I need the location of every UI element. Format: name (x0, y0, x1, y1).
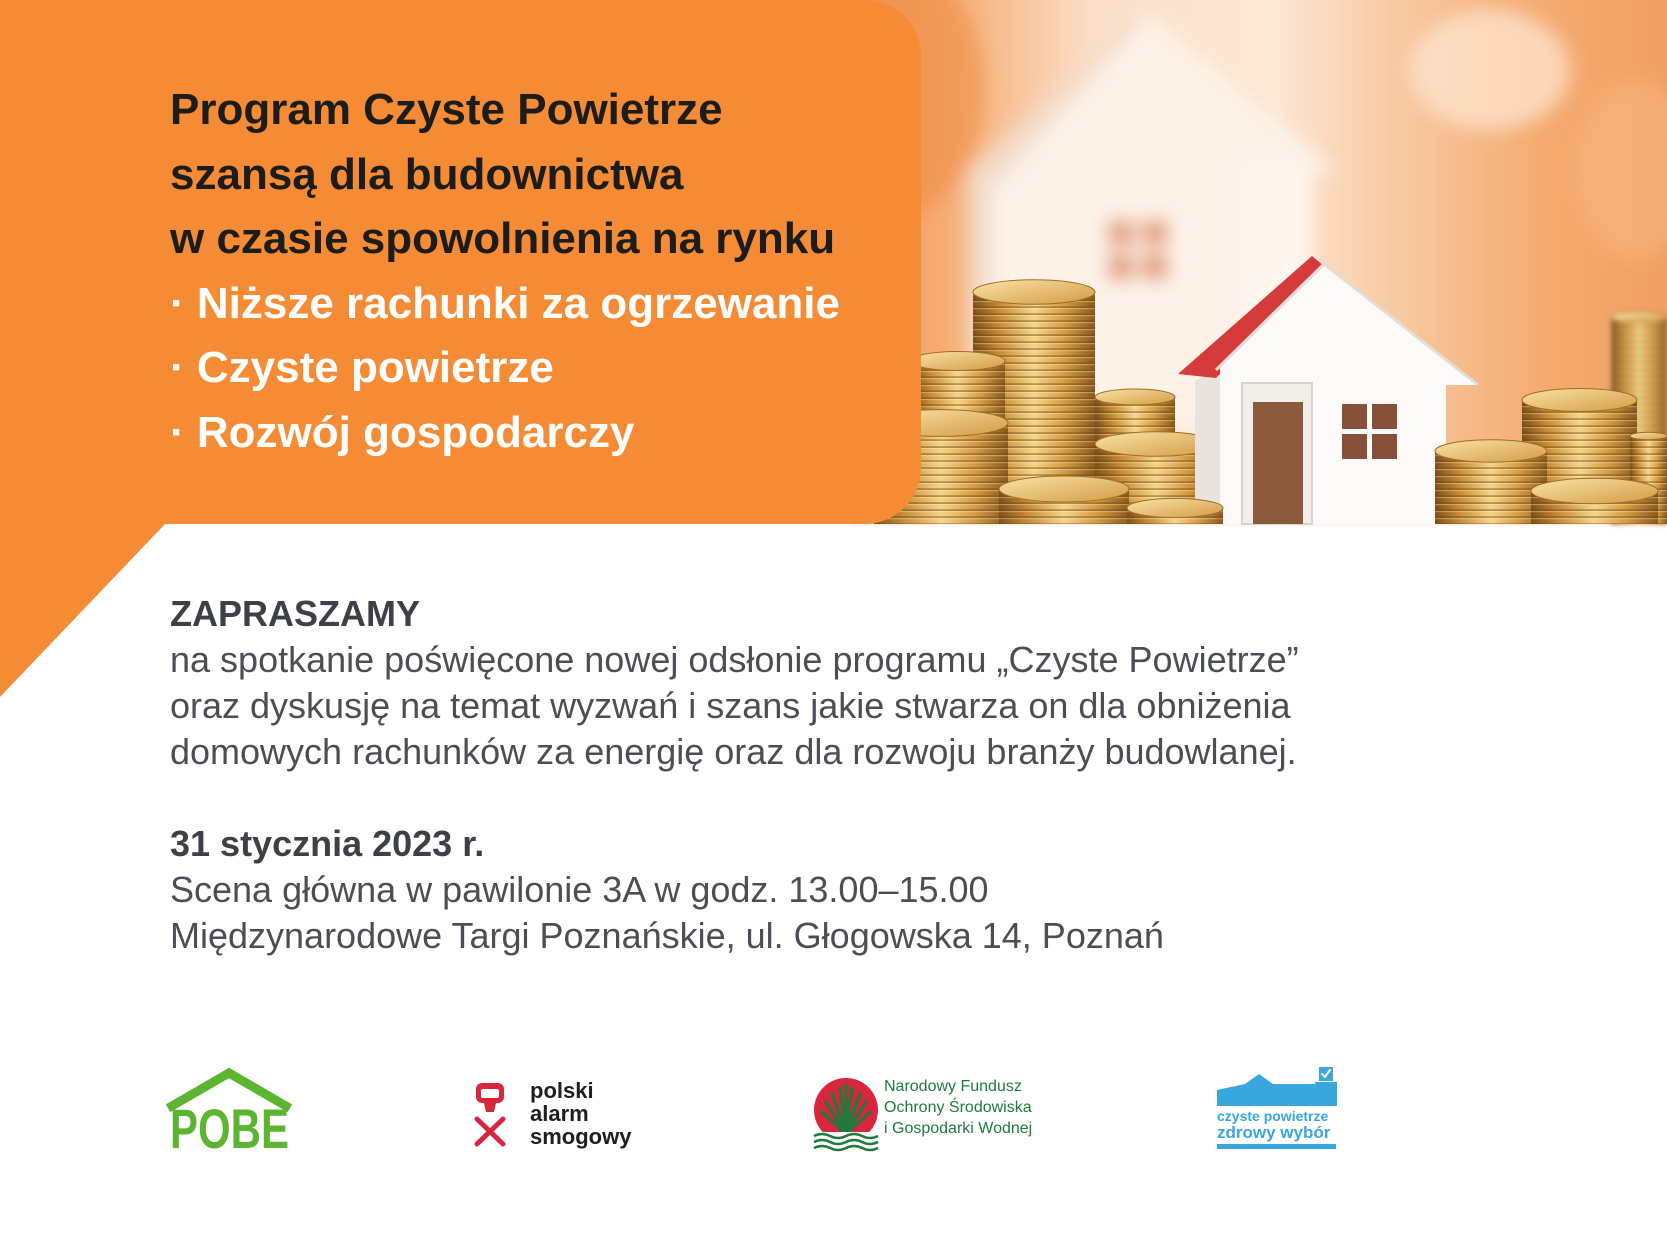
invitation-text-line: na spotkanie poświęcone nowej odsłonie programu „Czyste Powietrze” (170, 639, 1299, 680)
pobe-logo (165, 1066, 295, 1160)
headline-benefit: · Czyste powietrze (170, 343, 554, 392)
coin-stack-top (1127, 498, 1223, 517)
headline-benefit: · Rozwój gospodarczy (170, 407, 635, 457)
czyste-powietrze-logo-line: czyste powietrze (1217, 1108, 1329, 1124)
background-house-window (1108, 220, 1134, 246)
event-date: 31 stycznia 2023 r. (170, 823, 485, 864)
coin-stack-top (1095, 389, 1175, 405)
invitation-text-line: oraz dyskusję na temat wyzwań i szans jakie stwarza on dla obniżenia (170, 685, 1291, 726)
toy-house-door (1253, 402, 1303, 524)
event-address: Międzynarodowe Targi Poznańskie, ul. Głogowska 14, Poznań (170, 915, 1164, 956)
coin-stack-top (910, 352, 1005, 371)
headline-title-line: Program Czyste Powietrze (170, 85, 723, 134)
coin-stack-top (1611, 311, 1667, 322)
pobe-wordmark: POBE (170, 1097, 289, 1160)
background-house-window (1142, 220, 1168, 246)
logo-text-line: polski (530, 1078, 594, 1103)
logo-text-line: Narodowy Fundusz (884, 1078, 1022, 1095)
logo-text-line: Ochrony Środowiska (884, 1099, 1032, 1116)
coin-stack-top (999, 476, 1129, 502)
toy-house-window (1342, 434, 1367, 459)
logo-underline-bar (1217, 1144, 1336, 1149)
coin-stack (1127, 498, 1223, 524)
background-house-window (1142, 254, 1168, 280)
logo-text-line: alarm (530, 1101, 589, 1126)
coin-stack (1435, 440, 1547, 524)
coin-stack-top (973, 280, 1095, 304)
invitation-block (170, 591, 1299, 959)
invitation-text-line: domowych rachunków za energię oraz dla rozwoju branży budowlanej. (170, 731, 1297, 772)
mask-filter (484, 1103, 496, 1112)
background-house-window (1108, 254, 1134, 280)
event-venue: Scena główna w pawilonie 3A w godz. 13.00–15.00 (170, 869, 989, 910)
tree-waves-emblem-icon (810, 1076, 882, 1152)
rooftops-checkmark-icon (1215, 1066, 1339, 1108)
headline-title-line: w czasie spowolnienia na rynku (170, 214, 836, 263)
coin-stack-top (1630, 432, 1667, 439)
polski-alarm-smogowy-logo-text (530, 1079, 631, 1148)
nfosigw-logo-text (884, 1076, 1032, 1139)
headline (170, 78, 840, 465)
toy-house-window (1342, 404, 1367, 429)
orange-corner-accent (0, 523, 166, 697)
headline-title-line: szansą dla budownictwa (170, 149, 684, 199)
coin-stack (1531, 478, 1658, 524)
logo-text-line: smogowy (530, 1124, 632, 1149)
invitation-heading: ZAPRASZAMY (170, 593, 420, 634)
toy-house-window (1372, 434, 1397, 459)
coin-stack-top (1435, 440, 1547, 462)
hero-photo (850, 0, 1667, 524)
zdrowy-wybor-logo-line: zdrowy wybór (1217, 1123, 1331, 1142)
coin-stack (999, 476, 1129, 524)
toy-house-window (1372, 404, 1397, 429)
coin-stack-top (1522, 389, 1637, 412)
headline-benefit: · Niższe rachunki za ogrzewanie (170, 278, 840, 328)
bokeh-glow (1410, 10, 1570, 130)
coin-stack-top (1531, 478, 1658, 503)
mask-visor (481, 1089, 499, 1098)
spacer (170, 775, 1299, 821)
gas-mask-crossbones-icon (472, 1081, 508, 1147)
logo-text-line: i Gospodarki Wodnej (884, 1120, 1033, 1137)
